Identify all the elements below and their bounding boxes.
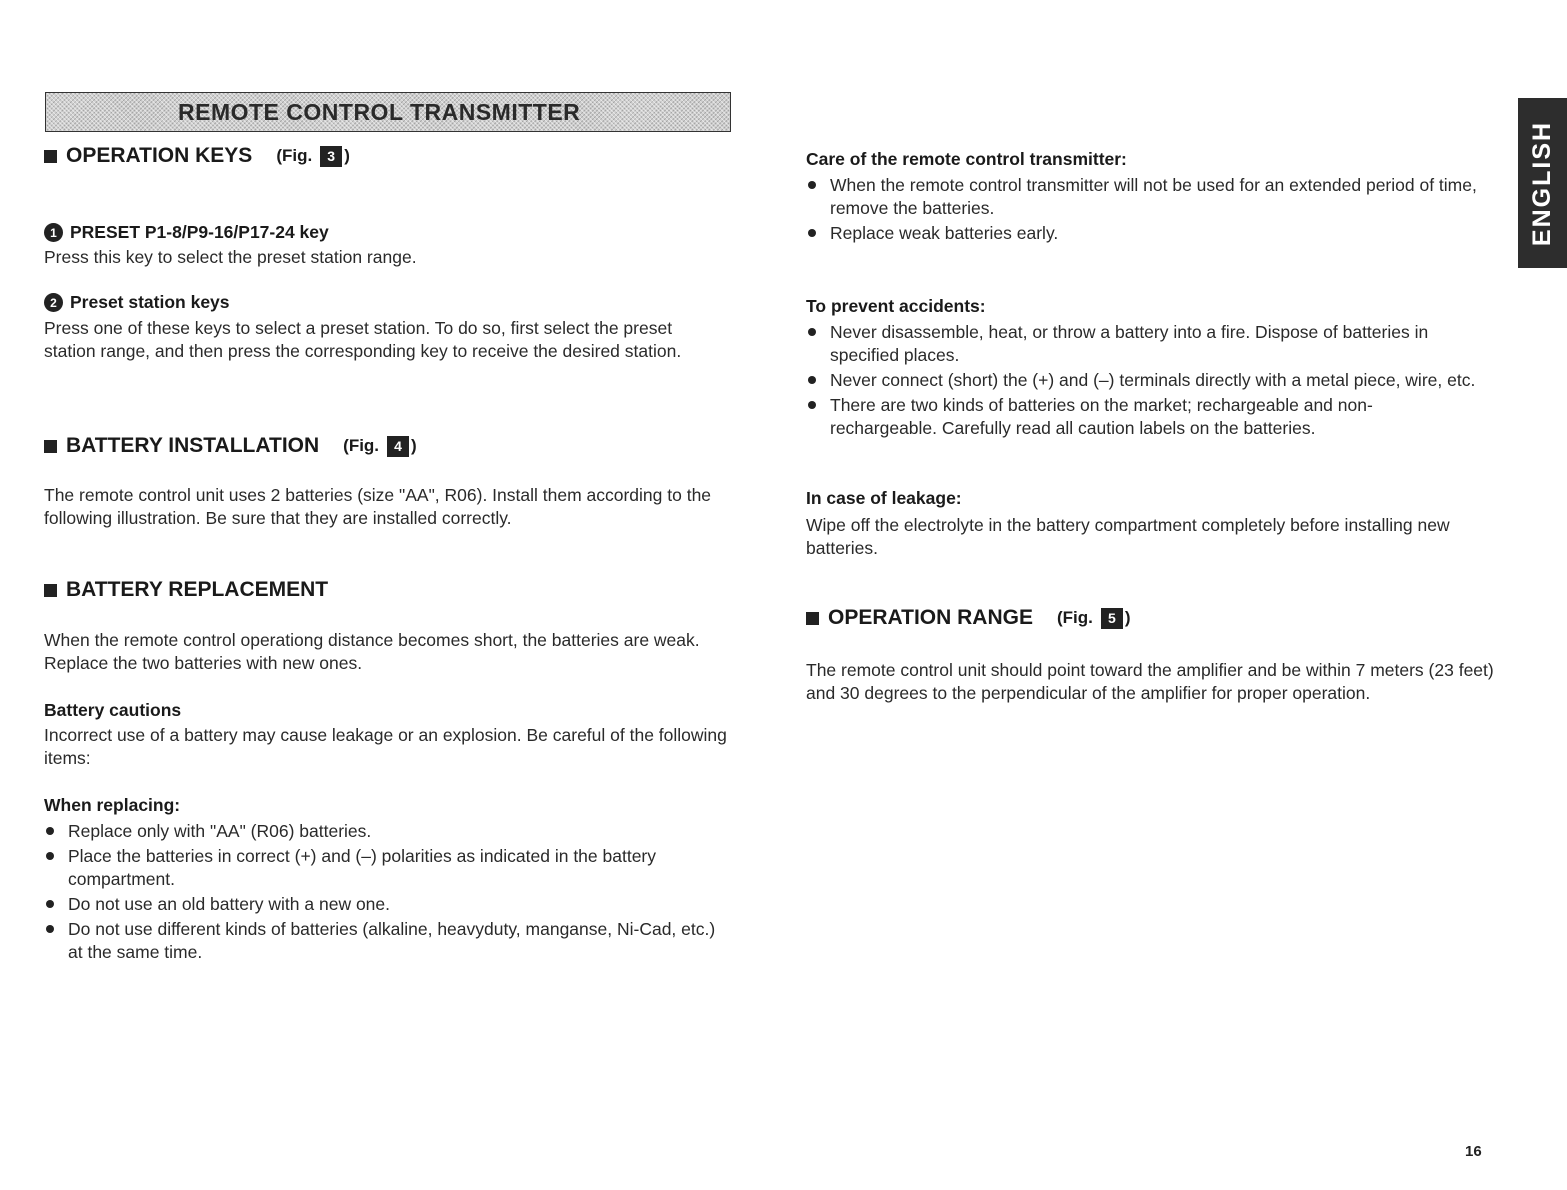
fig-number-badge: 5 (1101, 608, 1123, 629)
preset-station-keys-heading (44, 292, 230, 313)
list-item: Replace only with "AA" (R06) batteries. (44, 820, 734, 843)
battery-installation-heading (44, 434, 417, 458)
list-item: Do not use different kinds of batteries (alkaline, heavyduty, manganse, Ni-Cad, etc.) at the same time. (44, 918, 734, 964)
square-bullet-icon (44, 150, 57, 163)
circled-number-icon: 2 (44, 293, 63, 312)
square-bullet-icon (44, 584, 57, 597)
fig-label: (Fig. (343, 436, 380, 455)
battery-replacement-title: BATTERY REPLACEMENT (66, 578, 329, 601)
banner-title: REMOTE CONTROL TRANSMITTER (178, 98, 581, 125)
fig-reference (276, 146, 350, 167)
battery-installation-text: The remote control unit uses 2 batteries (size "AA", R06). Install them according to the following illustration. Be sure that they are installed correctly. (44, 485, 712, 528)
battery-cautions-title: Battery cautions (44, 700, 182, 720)
square-bullet-icon (806, 612, 819, 625)
fig-number-badge: 3 (320, 146, 342, 167)
care-list (806, 174, 1496, 247)
list-item: Do not use an old battery with a new one. (44, 893, 734, 916)
preset-key-text: Press this key to select the preset station range. (44, 247, 417, 267)
operation-range-title: OPERATION RANGE (828, 606, 1033, 629)
battery-cautions-heading (44, 700, 181, 721)
care-title: Care of the remote control transmitter: (806, 149, 1127, 169)
fig-reference (1057, 608, 1131, 629)
prevent-accidents-title: To prevent accidents: (806, 296, 986, 316)
fig-number-badge: 4 (387, 436, 409, 457)
fig-label: (Fig. (276, 146, 313, 165)
battery-cautions-text: Incorrect use of a battery may cause leakage or an explosion. Be careful of the following items: (44, 725, 727, 768)
language-tab (1518, 98, 1567, 268)
fig-close: ) (411, 436, 417, 455)
list-item: Replace weak batteries early. (806, 222, 1496, 245)
care-heading (806, 149, 1127, 170)
list-item: Never disassemble, heat, or throw a battery into a fire. Dispose of batteries in specified places. (806, 321, 1476, 367)
leakage-title: In case of leakage: (806, 488, 962, 508)
preset-key-heading (44, 222, 329, 243)
when-replacing-heading (44, 795, 180, 816)
fig-label: (Fig. (1056, 608, 1093, 627)
fig-close: ) (344, 146, 350, 165)
battery-replacement-text: When the remote control operationg distance becomes short, the batteries are weak. Replace the two batteries with new ones. (44, 630, 700, 673)
list-item: Never connect (short) the (+) and (–) terminals directly with a metal piece, wire, etc. (806, 369, 1476, 392)
circled-number-icon: 1 (44, 223, 63, 242)
prevent-accidents-heading (806, 296, 986, 317)
section-banner (45, 92, 731, 132)
prevent-accidents-list (806, 321, 1476, 442)
list-item: There are two kinds of batteries on the market; rechargeable and non-rechargeable. Carefully read all caution labels on the batteries. (806, 394, 1476, 440)
when-replacing-list (44, 820, 734, 966)
preset-key-title: PRESET P1-8/P9-16/P17-24 key (70, 222, 329, 242)
square-bullet-icon (44, 440, 57, 453)
battery-replacement-heading (44, 578, 328, 602)
page-number: 16 (1465, 1143, 1482, 1160)
preset-station-keys-text: Press one of these keys to select a preset station. To do so, first select the preset station range, and then press the corresponding key to receive the desired station. (44, 318, 682, 361)
operation-keys-heading (44, 144, 350, 168)
leakage-heading (806, 488, 962, 509)
fig-reference (343, 436, 417, 457)
preset-station-keys-title: Preset station keys (70, 292, 230, 312)
operation-range-heading (806, 606, 1131, 630)
leakage-text: Wipe off the electrolyte in the battery compartment completely before installing new batteries. (806, 515, 1450, 558)
battery-installation-title: BATTERY INSTALLATION (66, 434, 320, 457)
when-replacing-title: When replacing: (44, 795, 181, 815)
list-item: When the remote control transmitter will not be used for an extended period of time, remove the batteries. (806, 174, 1496, 220)
language-tab-label: ENGLISH (1528, 120, 1556, 246)
operation-keys-title: OPERATION KEYS (66, 144, 253, 167)
list-item: Place the batteries in correct (+) and (–) polarities as indicated in the battery compartment. (44, 845, 734, 891)
operation-range-text: The remote control unit should point toward the amplifier and be within 7 meters (23 feet) and 30 degrees to the perpendicular of the amplifier for proper operation. (806, 660, 1494, 703)
fig-close: ) (1124, 608, 1131, 627)
